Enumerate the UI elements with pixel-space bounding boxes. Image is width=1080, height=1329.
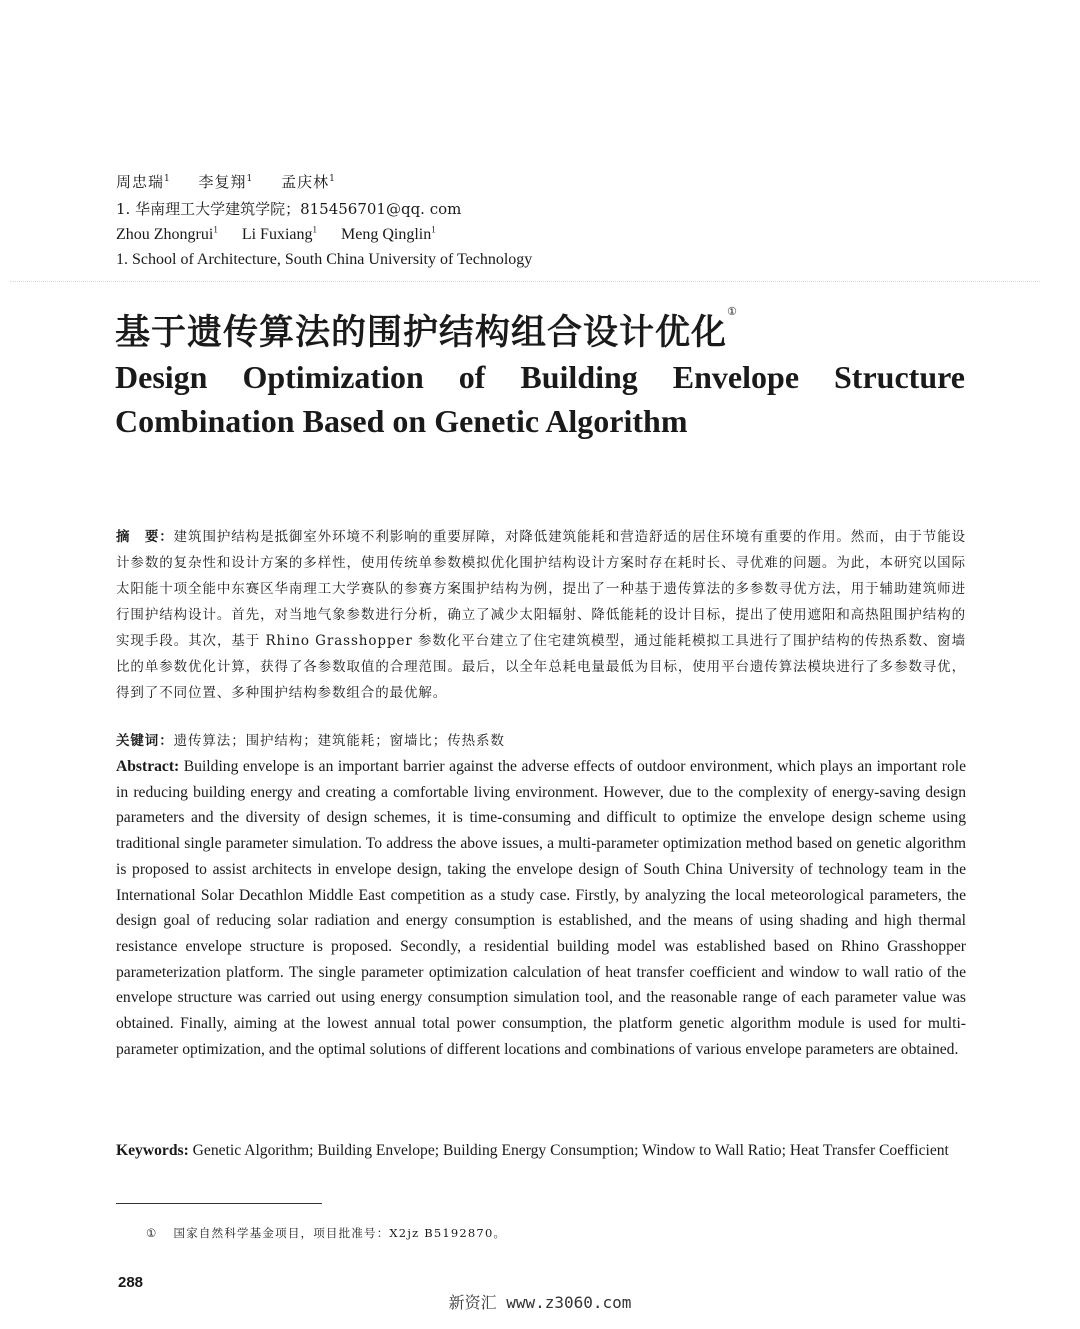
author-en-1: Zhou Zhongrui$^1$ <box>116 225 218 244</box>
footnote <box>146 1225 506 1241</box>
abstract-cn <box>116 524 966 706</box>
page-number: 288 <box>118 1274 144 1291</box>
title-en <box>115 355 965 443</box>
title-footnote-mark: ① <box>727 305 738 318</box>
watermark-text: 新资汇 www.z3060.com <box>448 1293 632 1312</box>
authors-en <box>116 225 456 244</box>
keywords-cn-text: 遗传算法；围护结构；建筑能耗；窗墙比；传热系数 <box>173 733 505 749</box>
keywords-cn-label: 关键词： <box>116 733 174 749</box>
keywords-cn <box>116 729 966 753</box>
scan-artifact-line <box>10 281 1040 282</box>
title-en-line-1: Design Optimization of Building Envelope Structure <box>115 359 965 395</box>
author-cn-3: 孟庆林$^1$ <box>281 173 336 191</box>
footnote-text: 国家自然科学基金项目，项目批准号：X2jz B5192870。 <box>173 1226 507 1240</box>
author-en-3: Meng Qinglin$^1$ <box>341 225 436 244</box>
author-cn-2: 李复翔$^1$ <box>198 173 254 191</box>
affiliation-cn: 1. 华南理工大学建筑学院；815456701@qq. com <box>116 200 462 218</box>
authors-cn <box>116 171 358 192</box>
abstract-en-text: Building envelope is an important barrier against the adverse effects of outdoor environment, which plays an important role in reducing building energy and creating a comfortable living environment. However, due to the complexity of energy-saving design parameters and the diversity of design schemes, it is time-consuming and difficult to optimize the envelope design scheme using traditional single parameter simulation. To address the above issues, a multi-parameter optimization method based on genetic algorithm is proposed to assist architects in envelope design, taking the envelope design of South China University of technology team in the International Solar Decathlon Middle East competition as a study case. Firstly, by analyzing the local meteorological parameters, the design goal of reducing solar radiation and energy consumption is established, and the means of using shading and high thermal resistance envelope structure is proposed. Secondly, a residential building model was established based on Rhino Grasshopper parameterization platform. The single parameter optimization calculation of heat transfer coefficient and window to wall ratio of the envelope structure was carried out using energy consumption simulation tool, and the reasonable range of each parameter value was obtained. Finally, aiming at the lowest annual total power consumption, the platform genetic algorithm module is used for multi-parameter optimization, and the optimal solutions of different locations and combinations of various envelope parameters are obtained. <box>116 758 966 1058</box>
abstract-en <box>116 754 966 1062</box>
title-cn: 基于遗传算法的围护结构组合设计优化① <box>115 305 738 353</box>
author-cn-1: 周忠瑞$^1$ <box>116 173 171 191</box>
footnote-mark: ① <box>146 1226 158 1240</box>
keywords-en <box>116 1138 966 1164</box>
footnote-divider <box>116 1203 322 1204</box>
title-en-line-2: Combination Based on Genetic Algorithm <box>115 403 688 439</box>
affiliation-en: 1. School of Architecture, South China University of Technology <box>116 251 533 268</box>
abstract-en-label: Abstract: <box>116 758 180 775</box>
keywords-en-label: Keywords: <box>116 1142 189 1159</box>
keywords-en-text: Genetic Algorithm; Building Envelope; Building Energy Consumption; Window to Wall Ratio; Heat Transfer Coefficient <box>192 1142 949 1159</box>
abstract-cn-label: 摘 要： <box>116 529 174 545</box>
author-en-2: Li Fuxiang$^1$ <box>241 225 317 244</box>
abstract-cn-text: 建筑围护结构是抵御室外环境不利影响的重要屏障，对降低建筑能耗和营造舒适的居住环境有重要的作用。然而，由于节能设计参数的复杂性和设计方案的多样性，使用传统单参数模拟优化围护结构设计方案时存在耗时长、寻优难的问题。为此，本研究以国际太阳能十项全能中东赛区华南理工大学赛队的参赛方案围护结构为例，提出了一种基于遗传算法的多参数寻优方法，用于辅助建筑师进行围护结构设计。首先，对当地气象参数进行分析，确立了减少太阳辐射、降低能耗的设计目标，提出了使用遮阳和高热阻围护结构的实现手段。其次，基于 Rhino Grasshopper 参数化平台建立了住宅建筑模型，通过能耗模拟工具进行了围护结构的传热系数、窗墙比的单参数优化计算，获得了各参数取值的合理范围。最后，以全年总耗电量最低为目标，使用平台遗传算法模块进行了多参数寻优，得到了不同位置、多种围护结构参数组合的最优解。 <box>116 529 967 701</box>
